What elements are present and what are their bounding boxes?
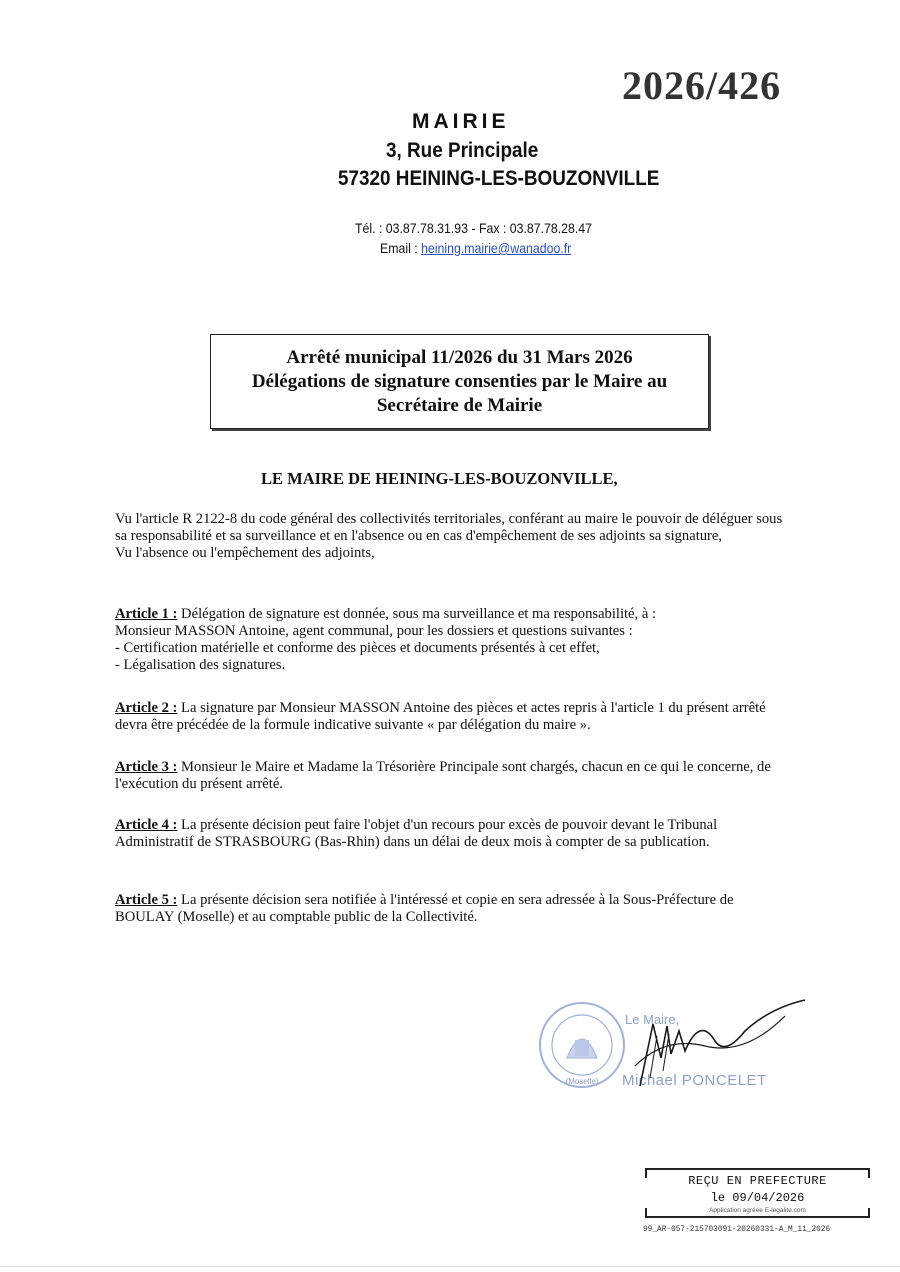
article-1-extra-3: - Légalisation des signatures. (115, 657, 286, 673)
receipt-title: REÇU EN PREFECTURE (688, 1174, 827, 1188)
seal-text: (Moselle) (565, 1077, 599, 1086)
article-1-text: Délégation de signature est donnée, sous ma surveillance et ma responsabilité, à : (177, 606, 657, 622)
preamble (115, 511, 795, 562)
article-1-extra-1: Monsieur MASSON Antoine, agent communal, pour les dossiers et questions suivantes : (115, 623, 633, 639)
mairie-city: 57320 HEINING-LES-BOUZONVILLE (338, 167, 660, 190)
article-4-text: La présente décision peut faire l'objet d'un recours pour excès de pouvoir devant le Tribunal Administratif de STRASBOURG (Bas-Rhin) dans un délai de deux mois à compter de sa publication. (115, 817, 718, 850)
article-2 (115, 700, 795, 734)
article-1-extra-2: - Certification matérielle et conforme des pièces et documents présentés à cet effet, (115, 640, 600, 656)
title-box (210, 334, 709, 429)
title-line-1: Arrêté municipal 11/2026 du 31 Mars 2026 (286, 346, 633, 368)
email-label: Email : (380, 240, 422, 256)
mairie-heading: MAIRIE (412, 110, 510, 133)
article-4-label: Article 4 : (115, 817, 178, 833)
receipt-reference: 99_AR-057-215703091-20260331-A_M_11_2026 (643, 1226, 831, 1234)
signature-name: Michael PONCELET (622, 1072, 767, 1089)
article-3-label: Article 3 : (115, 759, 178, 775)
preamble-1: Vu l'article R 2122-8 du code général des collectivités territoriales, conférant au maire le pouvoir de déléguer sous sa responsabilité et sa surveillance et en l'absence ou en cas d'empêchement de ses adjoints sa signature, (115, 511, 783, 544)
preamble-2: Vu l'absence ou l'empêchement des adjoints, (115, 545, 375, 561)
article-2-text: La signature par Monsieur MASSON Antoine des pièces et actes repris à l'article 1 du présent arrêté devra être précédée de la formule indicative suivante « par délégation du maire ». (115, 700, 766, 733)
handwritten-signature (605, 996, 810, 1091)
title-line-2: Délégations de signature consenties par le Maire au (251, 370, 668, 392)
document-number: 2026/426 (622, 63, 782, 108)
article-1 (115, 606, 795, 674)
maire-title: LE MAIRE DE HEINING-LES-BOUZONVILLE, (261, 469, 618, 488)
article-3 (115, 759, 795, 793)
article-5-text: La présente décision sera notifiée à l'intéressé et copie en sera adressée à la Sous-Préfecture de BOULAY (Moselle) et au comptable public de la Collectivité. (115, 892, 734, 925)
article-5-label: Article 5 : (115, 892, 178, 908)
page-bottom-divider (0, 1266, 900, 1267)
article-5 (115, 892, 795, 926)
receipt-app: Application agréée E-legalite.com (709, 1207, 806, 1214)
article-2-label: Article 2 : (115, 700, 178, 716)
article-3-text: Monsieur le Maire et Madame la Trésorière Principale sont chargés, chacun en ce qui le concerne, de l'exécution du présent arrêté. (115, 759, 771, 792)
article-1-label: Article 1 : (115, 606, 178, 622)
mairie-street: 3, Rue Principale (386, 139, 539, 162)
title-line-3: Secrétaire de Mairie (376, 394, 543, 416)
article-4 (115, 817, 795, 851)
email-line (380, 240, 571, 256)
email-link[interactable]: heining.mairie@wanadoo.fr (421, 240, 572, 256)
tel-fax: Tél. : 03.87.78.31.93 - Fax : 03.87.78.28.47 (355, 220, 592, 236)
signature-caption: Le Maire, (625, 1012, 680, 1027)
prefecture-receipt (645, 1168, 870, 1218)
receipt-date: le 09/04/2026 (710, 1191, 805, 1205)
